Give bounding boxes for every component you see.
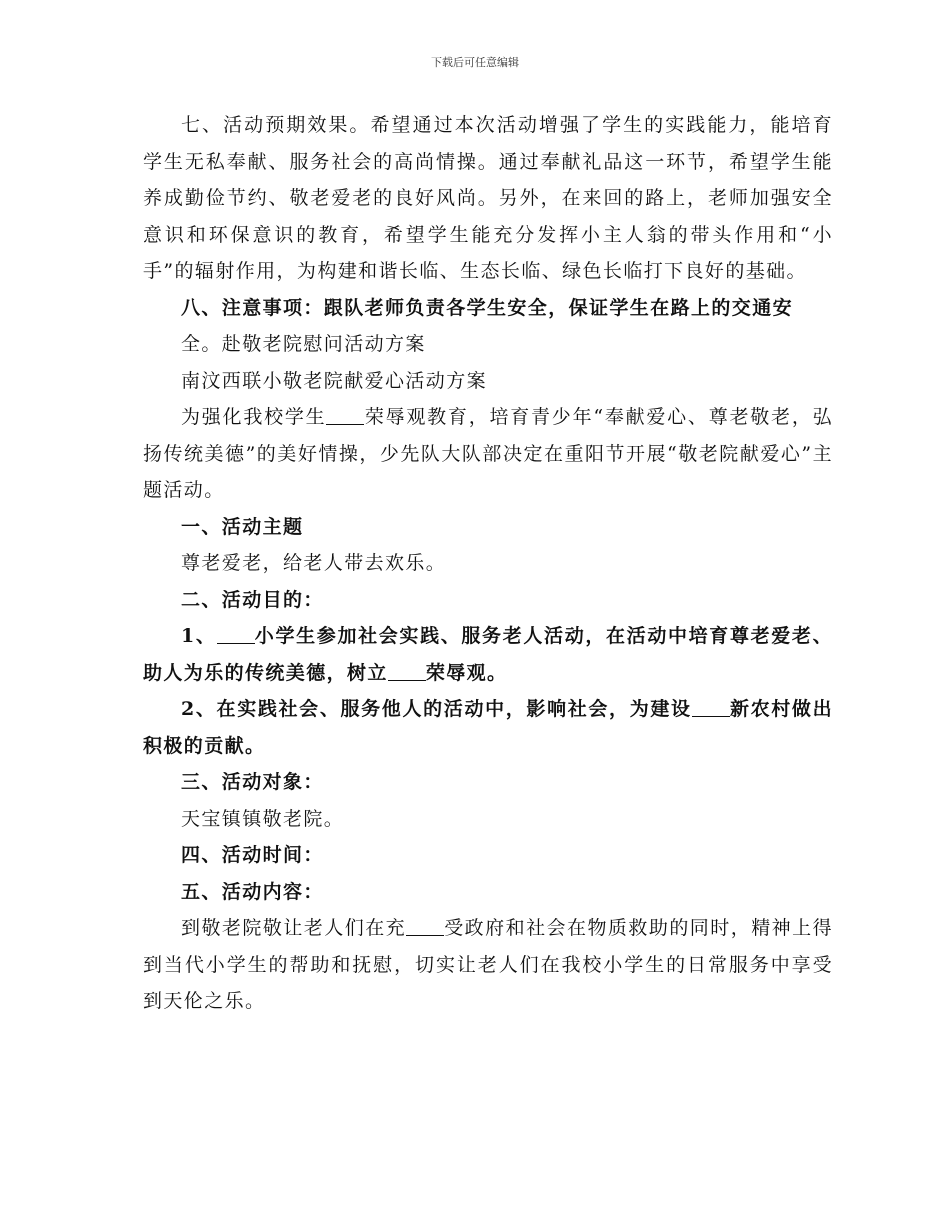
- blank-line: [692, 698, 730, 717]
- blank-line: [326, 406, 364, 425]
- page-header: 下载后可任意编辑: [431, 56, 519, 69]
- paragraph-purpose-1: [143, 618, 833, 691]
- intro-text-b: 荣辱观教育，培育青少年“奉献爱心、尊老敬老，弘扬传统美德”的美好情操，少先队大队部决定在重阳节开展“敬老院献爱心”主题活动。: [143, 406, 833, 501]
- heading-purpose: 二、活动目的：: [181, 588, 324, 611]
- paragraph-theme: 尊老爱老，给老人带去欢乐。: [181, 552, 447, 574]
- paragraph-purpose-2: [143, 691, 833, 764]
- paragraph-content: [143, 910, 833, 1020]
- heading-target: 三、活动对象：: [181, 771, 324, 793]
- blank-line: [217, 625, 255, 644]
- blank-line: [406, 917, 444, 936]
- content-text-a: 到敬老院敬让老人们在充: [181, 917, 407, 939]
- paragraph-intro: [143, 399, 833, 509]
- intro-text-a: 为强化我校学生: [181, 406, 327, 428]
- paragraph-target: 天宝镇镇敬老院。: [181, 807, 345, 830]
- purpose-1-text-c: 荣辱观。: [425, 661, 508, 684]
- paragraph-plan-title: 南汶西联小敬老院献爱心活动方案: [181, 369, 488, 392]
- content-text-b: 受政府和社会在物质救助的同时，精神上得到当代小学生的帮助和抚慰，切实让老人们在我校小学生的日常服务中享受到天伦之乐。: [143, 917, 833, 1012]
- purpose-2-text-a: 2、在实践社会、服务他人的活动中，影响社会，为建设: [181, 698, 692, 720]
- document-body: [143, 107, 833, 1020]
- paragraph-notes-continued: 全。赴敬老院慰问活动方案: [181, 333, 426, 355]
- paragraph-notes-heading: 八、注意事项：跟队老师负责各学生安全，保证学生在路上的交通安: [181, 296, 794, 319]
- heading-theme: 一、活动主题: [181, 515, 304, 538]
- purpose-1-text-a: 1、: [181, 625, 217, 647]
- paragraph-expected-effect: 七、活动预期效果。希望通过本次活动增强了学生的实践能力，能培育学生无私奉献、服务社会的高尚情操。通过奉献礼品这一环节，希望学生能养成勤俭节约、敬老爱老的良好风尚。另外，在来回的路上，老师加强安全意识和环保意识的教育，希望学生能充分发挥小主人翁的带头作用和“小手”的辐射作用，为构建和谐长临、生态长临、绿色长临打下良好的基础。: [143, 114, 833, 282]
- purpose-2-text-b: 新农村做出积极的贡献。: [143, 698, 833, 757]
- purpose-1-text-b: 小学生参加社会实践、服务老人活动，在活动中培育尊老爱老、助人为乐的传统美德，树立: [143, 625, 833, 684]
- blank-line: [388, 662, 426, 681]
- heading-content: 五、活动内容：: [181, 880, 324, 903]
- heading-time: 四、活动时间：: [181, 844, 324, 866]
